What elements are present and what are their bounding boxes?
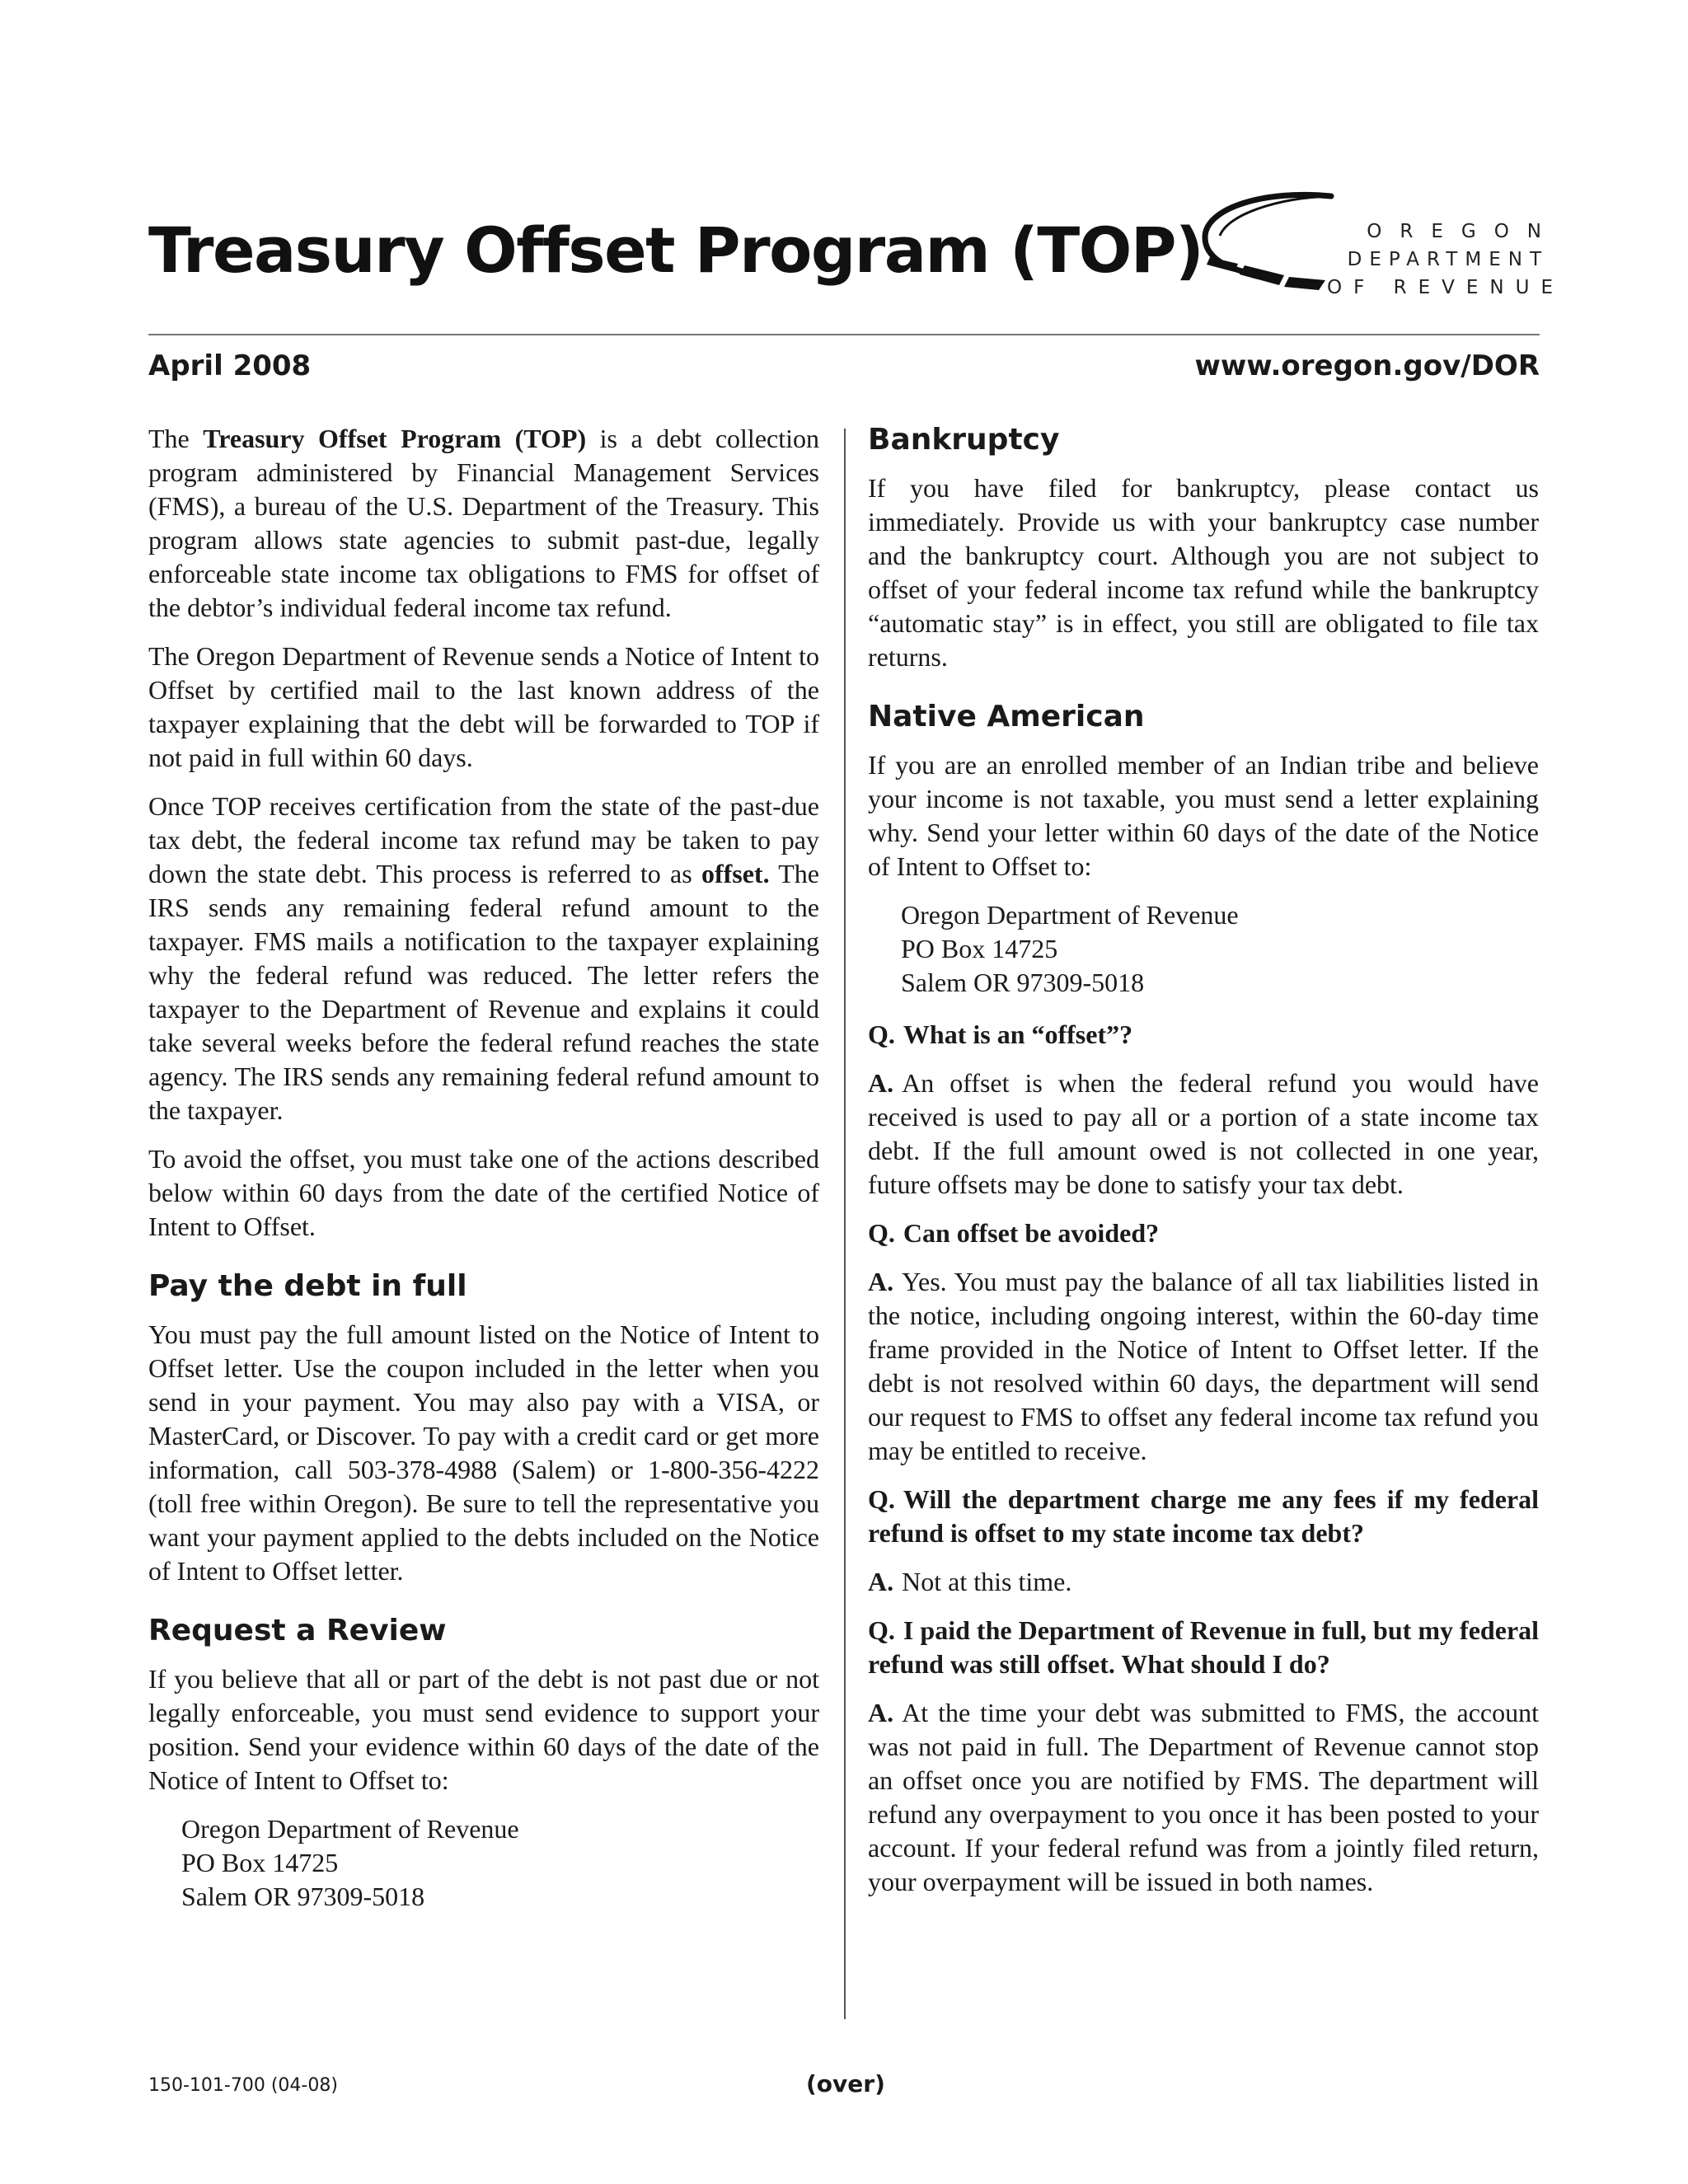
faq-question: [868, 1216, 1539, 1250]
question-tag: Q.: [868, 1019, 895, 1049]
answer-text: An offset is when the federal refund you would have received is used to pay all or a portion of a state income tax debt. If the full amount owed is not collected in one year, future offsets may be done to satisfy your tax debt.: [868, 1068, 1539, 1199]
answer-tag: A.: [868, 1567, 894, 1596]
question-tag: Q.: [868, 1484, 895, 1514]
answer-tag: A.: [868, 1698, 894, 1727]
website-link[interactable]: www.oregon.gov/DOR: [1194, 349, 1540, 382]
native-address: [901, 898, 1539, 1000]
intro-bold-term: Treasury Offset Program (TOP): [203, 424, 587, 453]
over-indicator: (over): [806, 2070, 885, 2097]
faq-question: [868, 1614, 1539, 1681]
form-number: 150-101-700 (04-08): [148, 2075, 338, 2096]
header-divider: [148, 334, 1540, 335]
address-line: PO Box 14725: [181, 1848, 339, 1877]
column-divider: [844, 429, 846, 2019]
question-text: What is an “offset”?: [903, 1019, 1133, 1049]
address-line: Oregon Department of Revenue: [901, 900, 1239, 930]
logo-wordmark: [1327, 218, 1564, 302]
faq-answer: [868, 1696, 1539, 1899]
logo-line-oregon: OREGON: [1367, 221, 1559, 242]
address-line: PO Box 14725: [901, 934, 1058, 963]
answer-text: Yes. You must pay the balance of all tax liabilities listed in the notice, including ongoing interest, within the 60-day time frame provided in the Notice of Intent to Offset letter. If the debt is not resolved within 60 days, the department will send our request to FMS to offset any federal income tax refund you may be entitled to receive.: [868, 1267, 1539, 1465]
review-address: [181, 1812, 819, 1914]
intro-rest: is a debt collection program administered by Financial Management Services (FMS), a bureau of the U.S. Department of the Treasury. This program allows state agencies to submit past-due, legally enforceable state income tax obligations to FMS for offset of the debtor’s individual federal income tax refund.: [148, 424, 819, 622]
question-text: I paid the Department of Revenue in full, but my federal refund was still offset. What should I do?: [868, 1615, 1539, 1679]
bankruptcy-paragraph: If you have filed for bankruptcy, please contact us immediately. Provide us with your bankruptcy case number and the bankruptcy court. Although you are not subject to offset of your federal income tax refund while the bankruptcy “automatic stay” is in effect, you still are obligated to file tax returns.: [868, 473, 1539, 672]
intro-paragraph: [148, 422, 819, 625]
question-text: Can offset be avoided?: [903, 1218, 1160, 1248]
address-line: Salem OR 97309-5018: [181, 1882, 425, 1911]
right-column: [868, 422, 1539, 1914]
review-paragraph: If you believe that all or part of the debt is not past due or not legally enforceable, you must send evidence to support your position. Send your evidence within 60 days of the date of the Notice of Intent to Offset to:: [148, 1664, 819, 1795]
faq-question: [868, 1018, 1539, 1052]
faq-question: [868, 1483, 1539, 1550]
question-text: Will the department charge me any fees if my federal refund is offset to my state income tax debt?: [868, 1484, 1539, 1548]
offset-text-a: Once TOP receives certification from the state of the past-due tax debt, the federal income tax refund may be taken to pay down the state debt. This process is referred to as: [148, 791, 819, 888]
offset-text-b: The IRS sends any remaining federal refund amount to the taxpayer. FMS mails a notification to the taxpayer explaining why the federal refund was reduced. The letter refers the taxpayer to the Department of Revenue and explains it could take several weeks before the federal refund reaches the state agency. The IRS sends any remaining federal refund amount to the taxpayer.: [148, 859, 820, 1125]
left-column: [148, 422, 819, 1932]
pay-paragraph: You must pay the full amount listed on the Notice of Intent to Offset letter. Use the coupon included in the letter when you send in your payment. You may also pay with a VISA, or MasterCard, or Discover. To pay with a credit card or get more information, call 503-378-4988 (Salem) or 1-800-356-4222 (toll free within Oregon). Be sure to tell the representative you want your payment applied to the debts included on the Notice of Intent to Offset letter.: [148, 1319, 819, 1586]
offset-paragraph: [148, 790, 819, 1127]
logo-line-of-revenue: OF REVENUE: [1327, 277, 1564, 298]
offset-bold-term: offset.: [701, 859, 770, 888]
faq-answer: [868, 1265, 1539, 1468]
faq-answer: [868, 1066, 1539, 1202]
answer-text: At the time your debt was submitted to FMS, the account was not paid in full. The Department of Revenue cannot stop an offset once you are notified by FMS. The department will refund any overpayment to you once it has been posted to your account. If your federal refund was from a jointly filed return, your overpayment will be issued in both names.: [868, 1698, 1539, 1896]
native-american-heading: Native American: [868, 700, 1145, 733]
answer-tag: A.: [868, 1267, 894, 1296]
bankruptcy-heading: Bankruptcy: [868, 423, 1060, 457]
native-american-paragraph: If you are an enrolled member of an Indian tribe and believe your income is not taxable, you must send a letter explaining why. Send your letter within 60 days of the date of the Notice of Intent to Offset to:: [868, 750, 1539, 881]
logo-line-department: DEPARTMENT: [1347, 249, 1549, 270]
pay-heading: Pay the debt in full: [148, 1269, 467, 1303]
intro-prefix: The: [148, 424, 204, 453]
publication-date: April 2008: [148, 349, 312, 382]
question-tag: Q.: [868, 1615, 895, 1645]
avoid-paragraph: To avoid the offset, you must take one of the actions described below within 60 days from the date of the certified Notice of Intent to Offset.: [148, 1144, 819, 1241]
page-title: Treasury Offset Program (TOP): [148, 213, 1203, 287]
notice-paragraph: The Oregon Department of Revenue sends a Notice of Intent to Offset by certified mail to the last known address of the taxpayer explaining that the debt will be forwarded to TOP if not paid in full within 60 days.: [148, 641, 819, 772]
address-line: Oregon Department of Revenue: [181, 1814, 519, 1844]
review-heading: Request a Review: [148, 1614, 447, 1647]
faq-answer: [868, 1565, 1539, 1599]
answer-tag: A.: [868, 1068, 894, 1098]
address-line: Salem OR 97309-5018: [901, 968, 1145, 997]
question-tag: Q.: [868, 1218, 895, 1248]
answer-text: Not at this time.: [902, 1567, 1072, 1596]
